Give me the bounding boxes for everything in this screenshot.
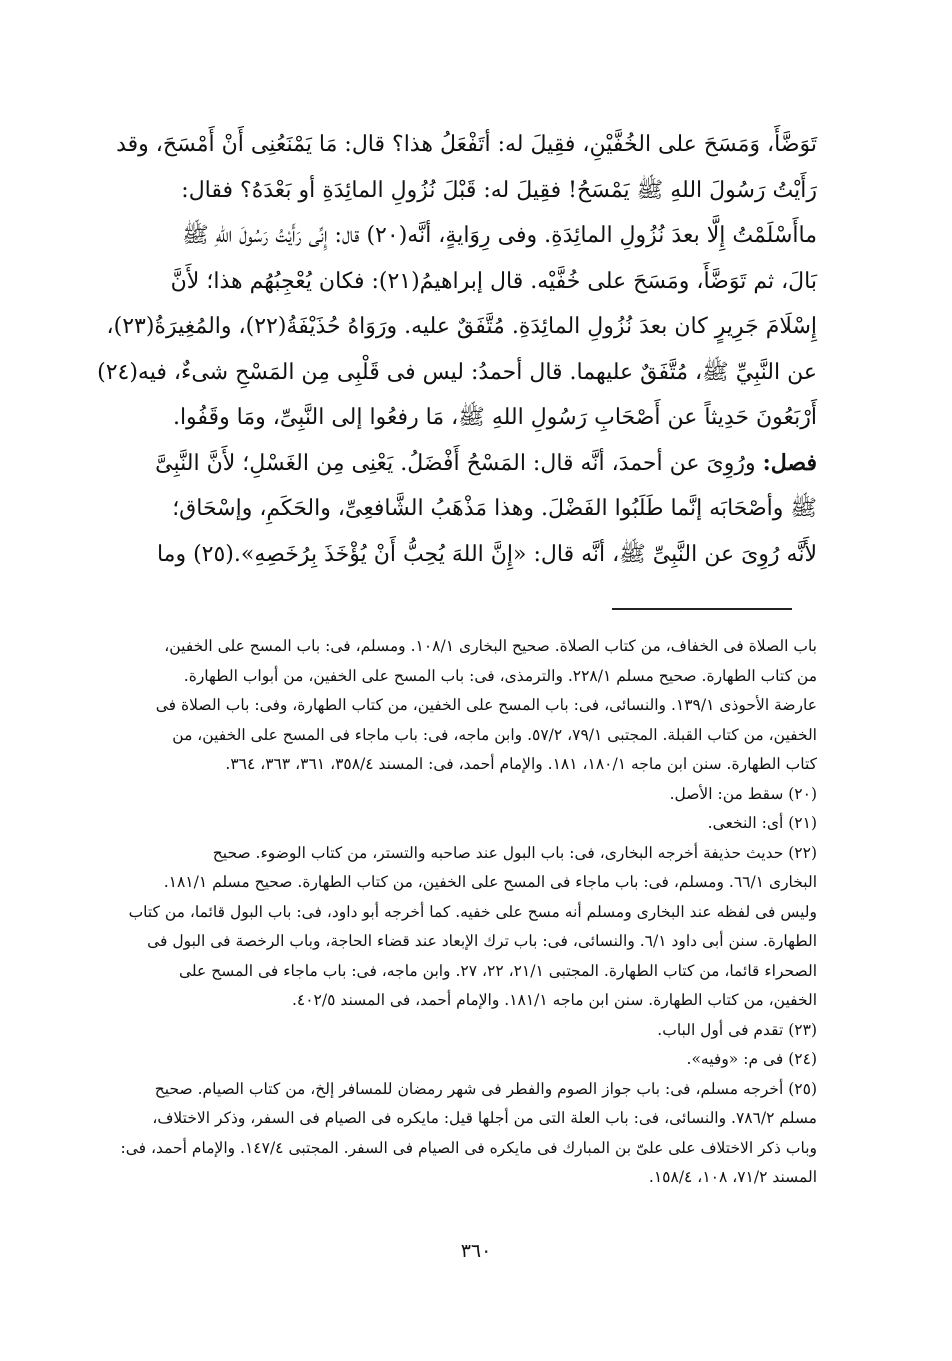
footnote-line: الطهارة. سنن أبى داود ٦/١. والنسائى، فى: باب ترك الإبعاد عند قضاء الحاجة، وباب الرخصة فى البول فى [147,932,817,950]
footnote-line: (٢١) أى: النخعى. [707,814,817,832]
footnote-line: (٢٠) سقط من: الأصل. [669,784,817,803]
fasl-first-line [135,441,817,487]
main-text-line: عن النَّبِيِّ ﷺ، مُتَّفَقٌ عليهما. قال أحمدُ: ليس فى قَلْبِى مِن المَسْحِ شىءٌ، فيه(٢٤) [97,359,817,385]
footnote-line: البخارى ٦٦/١. ومسلم، فى: باب ماجاء فى المسح على الخفين، من كتاب الطهارة. صحيح مسلم ١٨١/١. [163,873,817,891]
footnote-line: باب الصلاة فى الخفاف، من كتاب الصلاة. صحيح البخارى ١٠٨/١. ومسلم، فى: باب المسح على الخفين، [164,637,817,655]
footnote-line: مسلم ٧٨٦/٢. والنسائى، فى: باب العلة التى من أجلها قيل: مايكره فى الصيام فى السفر، وذكر الاختلاف، [152,1109,817,1127]
main-text-line: أَرْبَعُونَ حَدِيثاً عن أَصْحَابِ رَسُولِ اللهِ ﷺ، مَا رفعُوا إلى النَّبِىِّ، ومَا وقَفُوا. [172,405,817,430]
footnote-line: وليس فى لفظه عند البخارى ومسلم أنه مسح على خفيه. كما أخرجه أبو داود، فى: باب البول قائما، من كتاب [128,902,817,921]
footnote-line: المسند ٧١/٢، ١٠٨، ١٥٨/٤. [648,1168,817,1186]
page-number: ٣٦٠ [460,1240,492,1262]
main-text-line: إِسْلَامَ جَرِيرٍ كان بعدَ نُزُولِ المائِدَةِ. مُتَّفَقٌ عليه. ورَوَاهُ حُذَيْفَةُ(٢٢)، والمُغِيرَةُ(٢٣)، [106,314,817,339]
main-text-line: ماأَسْلَمْتُ إِلَّا بعدَ نُزُولِ المائِدَةِ. وفى رِوَايةٍ، أنَّه(٢٠) قال: إِنِّى رَأَيْتُ رَسُولَ اللهِ ﷺ [182,223,817,248]
footnote-line: من كتاب الطهارة. صحيح مسلم ٢٢٨/١. والترمذى، فى: باب المسح على الخفين، من أبواب الطهارة. [183,666,817,685]
main-text-line: لأَنَّه رُوِىَ عن النَّبِىِّ ﷺ، أنَّه قال: «إِنَّ اللهَ يُحِبُّ أَنْ يُؤْخَذَ بِرُخَصِهِ».(٢٥) وما [156,541,817,567]
main-text-line: رَأَيْتُ رَسُولَ اللهِ ﷺ يَمْسَحُ! فقِيلَ له: قَبْلَ نُزُولِ المائِدَةِ أو بَعْدَهُ؟ فقال: [181,177,817,203]
main-text-line: بَالَ، ثم تَوَضَّأَ، ومَسَحَ على خُفَّيْه. قال إبراهيمُ(٢١): فكان يُعْجِبُهُم هذا؛ لأَنَّ [170,268,817,294]
main-text-line: ﷺ وأصْحَابَه إنَّما طَلَبُوا الفَضْلَ. وهذا مَذْهَبُ الشَّافعِىِّ، والحَكَمِ، وإسْحَاق؛ [172,496,817,521]
footnote-line: (٢٢) حديث حذيفة أخرجه البخارى، فى: باب البول عند صاحبه والتستر، من كتاب الوضوء. صحيح [212,843,817,862]
footnote-divider [612,608,792,610]
footnote-line: الخفين، من كتاب الطهارة. سنن ابن ماجه ١٨١/١. والإمام أحمد، فى المسند ٤٠٢/٥. [291,991,817,1009]
footnote-line: (٢٣) تقدم فى أول الباب. [657,1020,817,1039]
main-text-line: تَوَضَّأَ، وَمَسَحَ على الخُفَّيْنِ، فقِيلَ له: أتَفْعَلُ هذا؟ قال: مَا يَمْنَعُنِى أَنْ أَمْسَحَ، وقد [116,132,817,157]
footnote-line: (٢٤) فى م: «وفيه». [686,1050,817,1068]
footnotes [120,632,817,1193]
footnote-line: عارضة الأحوذى ١٣٩/١. والنسائى، فى: باب المسح على الخفين، من كتاب الطهارة، وفى: باب الصلاة فى [155,696,817,714]
main-text [97,122,817,577]
footnote-line: الخفين، من كتاب القبلة. المجتبى ٧٩/١، ٥٧/٢. وابن ماجه، فى: باب ماجاء فى المسح على الخفين، من [172,725,817,744]
footnote-line: (٢٥) أخرجه مسلم، فى: باب جواز الصوم والفطر فى شهر رمضان للمسافر إلخ، من كتاب الصيام. صحيح [154,1079,817,1098]
fasl-text: ورُوِىَ عن أحمدَ، أنَّه قال: المَسْحُ أَفْضَلُ. يَعْنِى مِن الغَسْلِ؛ لأَنَّ النَّبِىَّ [155,450,756,476]
fasl-heading: فصل: [762,449,817,476]
footnote-line: كتاب الطهارة. سنن ابن ماجه ١٨٠/١، ١٨١. والإمام أحمد، فى: المسند ٣٥٨/٤، ٣٦١، ٣٦٣، ٣٦٤. [225,755,817,773]
footnote-line: الصحراء قائما، من كتاب الطهارة. المجتبى ٢١/١، ٢٢، ٢٧. وابن ماجه، فى: باب ماجاء فى المسح على [178,961,817,980]
footnote-line: وباب ذكر الاختلاف على علىّ بن المبارك فى مايكره فى الصيام فى السفر. المجتبى ١٤٧/٤. والإمام أحمد، فى: [120,1138,817,1157]
